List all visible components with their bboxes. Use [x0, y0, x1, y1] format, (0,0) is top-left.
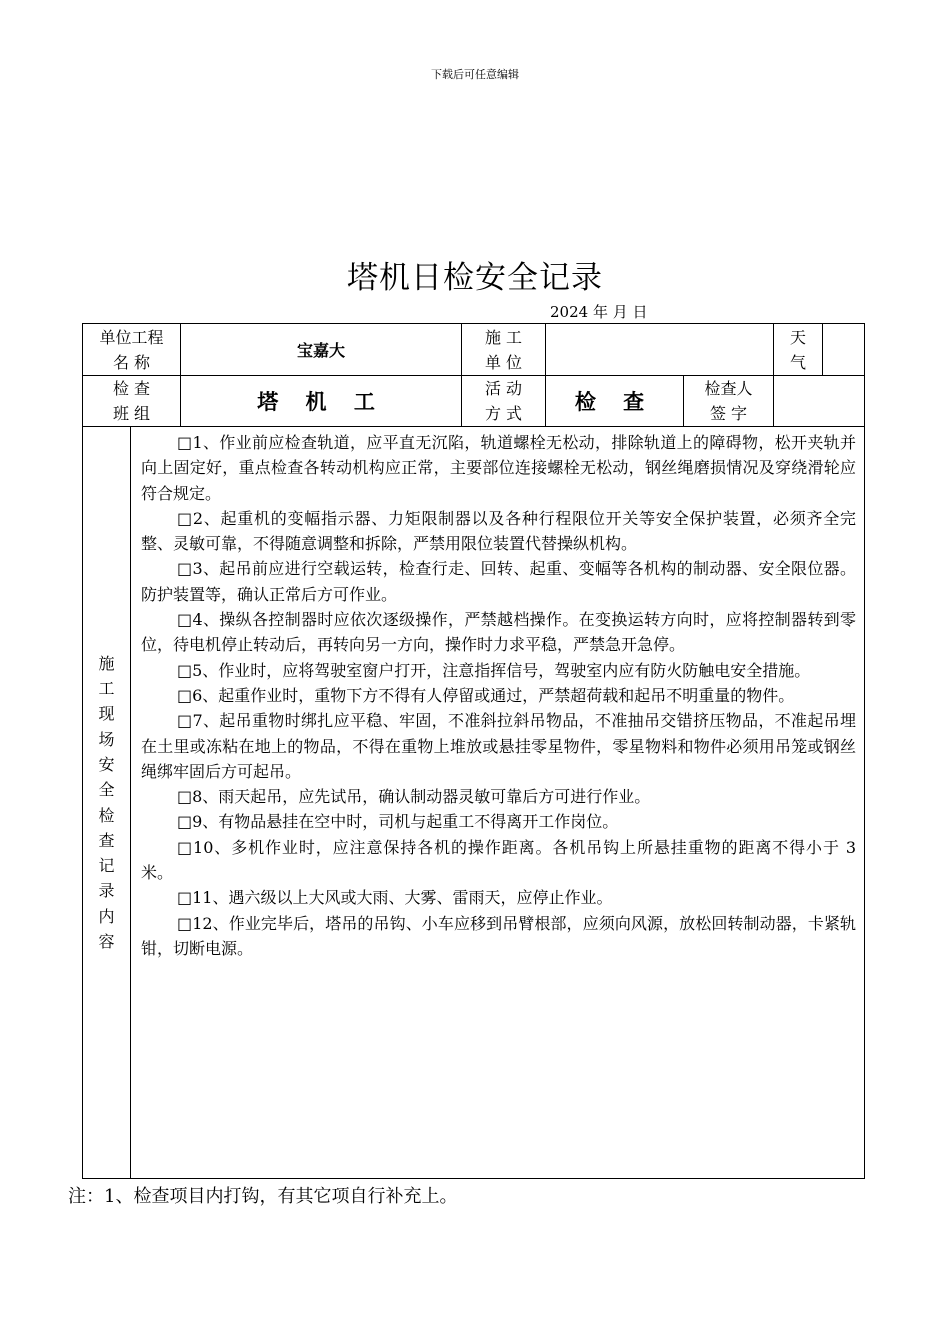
- unit-name-label: 单位工程 名 称: [83, 324, 181, 376]
- side-label-char: 录: [98, 881, 115, 901]
- checklist-item[interactable]: □5、作业时，应将驾驶室窗户打开，注意指挥信号，驾驶室内应有防火防触电安全措施。: [177, 660, 811, 680]
- checklist-item[interactable]: □10、多机作业时，应注意保持各机的操作距离。各机吊钩上所悬挂重物的距离不得小于 3 米。: [141, 837, 857, 883]
- weather-label: 天 气: [774, 324, 823, 376]
- side-label-char: 记: [98, 856, 115, 876]
- constructor-value[interactable]: [546, 324, 774, 376]
- form-row-content: [83, 427, 865, 1179]
- checklist-item[interactable]: □11、遇六级以上大风或大雨、大雾、雷雨天，应停止作业。: [177, 888, 613, 908]
- side-label-char: 全: [98, 780, 115, 800]
- inspection-form-table: [82, 323, 865, 1179]
- side-label-char: 现: [98, 704, 115, 724]
- date-field: 2024 年 月 日: [550, 303, 648, 321]
- inspector-label: 检查人 签 字: [684, 376, 774, 427]
- team-value[interactable]: 塔 机 工: [181, 376, 462, 427]
- team-label: 检 查 班 组: [83, 376, 181, 427]
- checklist-item[interactable]: □12、作业完毕后，塔吊的吊钩、小车应移到吊臂根部，应须向风源，放松回转制动器，卡紧轨钳，切断电源。: [141, 913, 857, 958]
- side-label-char: 安: [98, 754, 115, 774]
- side-label-char: 内: [98, 906, 115, 926]
- checklist-item[interactable]: □8、雨天起吊，应先试吊，确认制动器灵敏可靠后方可进行作业。: [177, 787, 651, 807]
- side-label: [83, 427, 131, 1179]
- side-label-char: 查: [98, 830, 115, 850]
- checklist-item[interactable]: □3、起吊前应进行空载运转，检查行走、回转、起重、变幅等各机构的制动器、安全限位器。防护装置等，确认正常后方可作业。: [141, 559, 857, 604]
- page-title: 塔机日检安全记录: [347, 260, 603, 296]
- side-label-char: 施: [98, 653, 115, 673]
- constructor-label: 施 工 单 位: [462, 324, 546, 376]
- inspector-signature-value[interactable]: [774, 376, 865, 427]
- checklist-content: [131, 427, 865, 1179]
- checklist-item[interactable]: □6、起重作业时，重物下方不得有人停留或通过，严禁超荷载和起吊不明重量的物件。: [177, 685, 795, 705]
- side-label-char: 检: [98, 805, 115, 825]
- form-row-project: [83, 324, 865, 376]
- checklist-item[interactable]: □7、起吊重物时绑扎应平稳、牢固，不准斜拉斜吊物品，不准抽吊交错挤压物品，不准起吊埋在土里或冻粘在地上的物品，不得在重物上堆放或悬挂零星物件，零星物料和物件必须用吊笼或钢丝绳绑牢固后方可起吊。: [141, 711, 857, 781]
- footnote: 注：1、检查项目内打钩，有其它项自行补充上。: [68, 1186, 458, 1207]
- checklist-item[interactable]: □2、起重机的变幅指示器、力矩限制器以及各种行程限位开关等安全保护装置，必须齐全完整、灵敏可靠，不得随意调整和拆除，严禁用限位装置代替操纵机构。: [141, 508, 857, 554]
- activity-value[interactable]: 检 查: [546, 376, 684, 427]
- checklist-item[interactable]: □4、操纵各控制器时应依次逐级操作，严禁越档操作。在变换运转方向时，应将控制器转到零位，待电机停止转动后，再转向另一方向，操作时力求平稳，严禁急开急停。: [141, 610, 857, 655]
- side-label-char: 容: [98, 931, 115, 951]
- unit-name-value[interactable]: 宝嘉大: [181, 324, 462, 376]
- checklist-item[interactable]: □9、有物品悬挂在空中时，司机与起重工不得离开工作岗位。: [177, 812, 619, 832]
- side-label-char: 工: [98, 679, 115, 699]
- header-note: 下载后可任意编辑: [431, 68, 519, 81]
- side-label-char: 场: [98, 729, 115, 749]
- weather-value[interactable]: [823, 324, 865, 376]
- activity-label: 活 动 方 式: [462, 376, 546, 427]
- checklist-item[interactable]: □1、作业前应检查轨道，应平直无沉陷，轨道螺栓无松动，排除轨道上的障碍物，松开夹轨并向上固定好，重点检查各转动机构应正常，主要部位连接螺栓无松动，钢丝绳磨损情况及穿绕滑轮应符合规定。: [141, 433, 857, 503]
- form-row-team: [83, 376, 865, 427]
